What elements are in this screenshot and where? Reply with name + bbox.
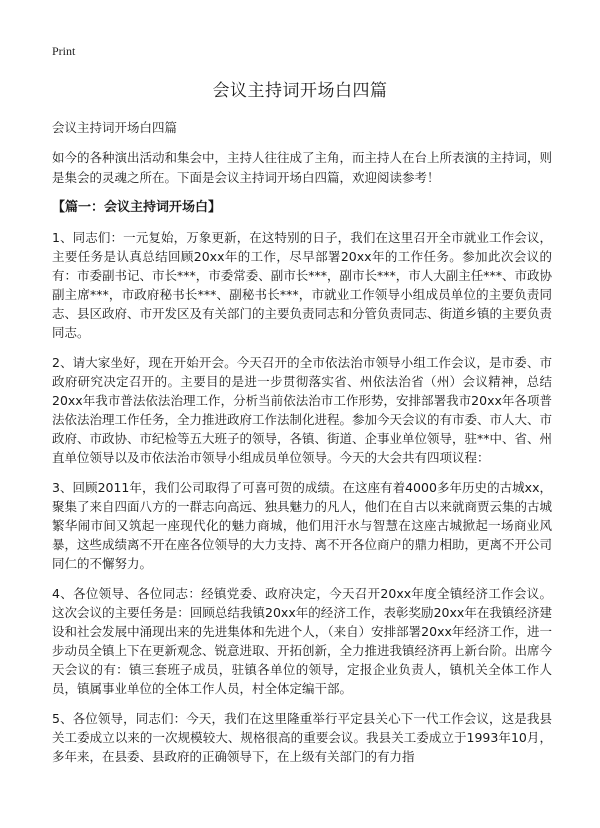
paragraph-4: 4、各位领导、各位同志：经镇党委、政府决定，今天召开20xx年度全镇经济工作会议。这次会议的主要任务是：回顾总结我镇20xx年的经济工作，表彰奖励20xx年在我镇经济建设和社会发展中涌现出来的先进集体和先进个人，（来自）安排部署20xx年经济工作，进一步动员全镇上下在更新观念、锐意进取、开拓创新，全力推进我镇经济再上新台阶。出席今天会议的有：镇三套班子成员，驻镇各单位的领导，定报企业负责人，镇机关全体工作人员，镇属事业单位的全体工作人员，村全体定编干部。: [52, 586, 553, 696]
paragraph-5: 5、各位领导，同志们：今天，我们在这里隆重举行平定县关心下一代工作会议，这是我县关工委成立以来的一次规模较大、规格很高的重要会议。我县关工委成立于1993年10月，多年来，在县委、县政府的正确领导下，在上级有关部门的有力指: [52, 711, 552, 764]
section-heading: 【篇一：会议主持词开场白】: [52, 200, 222, 215]
paragraph-3: 3、回顾2011年，我们公司取得了可喜可贺的成绩。在这座有着4000多年历史的古城xx，聚集了来自四面八方的一群志向高远、独具魅力的凡人，他们在自古以来就商贾云集的古城繁华闹市间又筑起一座现代化的魅力商城，他们用汗水与智慧在这座古城掀起一场商业风暴，这些成绩离不开在座各位领导的大力支持、离不开各位商户的鼎力相助，更离不开公司同仁的不懈努力。: [52, 480, 553, 571]
document-title: 会议主持词开场白四篇: [212, 81, 388, 101]
intro-paragraph: 如今的各种演出活动和集会中，主持人往往成了主角，而主持人在台上所表演的主持词，则是集会的灵魂之所在。下面是会议主持词开场白四篇，欢迎阅读参考！: [52, 150, 553, 185]
print-link[interactable]: Print: [52, 44, 76, 58]
document-body: [52, 118, 552, 777]
document-subtitle: 会议主持词开场白四篇: [52, 120, 178, 135]
paragraph-2: 2、请大家坐好，现在开始开会。今天召开的全市依法治市领导小组工作会议，是市委、市政府研究决定召开的。主要目的是进一步贯彻落实省、州依法治省（州）会议精神，总结20xx年我市普法依法治理工作，分析当前依法治市工作形势，安排部署我市20xx年各项普法依法治理工作任务，全力推进政府工作法制化进程。参加今天会议的有市委、市人大、市政府、市政协、市纪检等五大班子的领导，各镇、街道、企事业单位领导，驻**中、省、州直单位领导以及市依法治市领导小组成员单位领导。今天的大会共有四项议程：: [52, 355, 553, 465]
paragraph-1: 1、同志们：一元复始，万象更新，在这特别的日子，我们在这里召开全市就业工作会议，主要任务是认真总结回顾20xx年的工作，尽早部署20xx年的工作任务。参加此次会议的有：市委副书记、市长***，市委常委、副市长***，副市长***，市人大副主任***、市政协副主席***，市政府秘书长***、副秘书长***，市就业工作领导小组成员单位的主要负责同志、县区政府、市开发区及有关部门的主要负责同志和分管负责同志、街道乡镇的主要负责同志。: [52, 230, 553, 340]
